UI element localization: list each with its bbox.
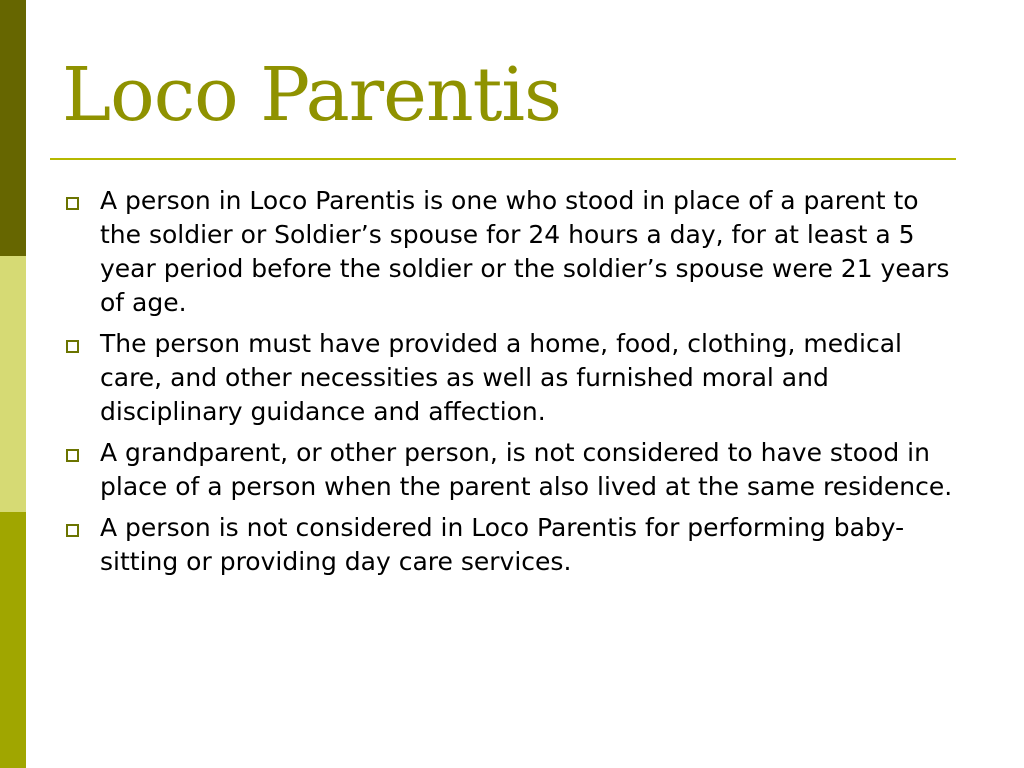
hollow-square-icon — [66, 524, 79, 537]
bullet-item — [62, 511, 962, 579]
bullet-list — [62, 184, 962, 586]
bullet-item — [62, 436, 962, 504]
slide-title: Loco Parentis — [62, 52, 562, 138]
title-divider — [50, 158, 956, 160]
sidebar-segment-bottom — [0, 512, 26, 768]
bullet-text: The person must have provided a home, food, clothing, medical care, and other necessities as well as furnished moral and disciplinary guidance and affection. — [100, 329, 902, 426]
hollow-square-icon — [66, 197, 79, 210]
hollow-square-icon — [66, 449, 79, 462]
bullet-text: A grandparent, or other person, is not considered to have stood in place of a person when the parent also lived at the same residence. — [100, 438, 953, 501]
hollow-square-icon — [66, 340, 79, 353]
bullet-text: A person in Loco Parentis is one who stood in place of a parent to the soldier or Soldier’s spouse for 24 hours a day, for at least a 5 year period before the soldier or the soldier’s spouse were 21 years of age. — [100, 186, 950, 317]
sidebar-segment-top — [0, 0, 26, 256]
bullet-item — [62, 184, 962, 320]
sidebar-color-bar — [0, 0, 26, 768]
sidebar-segment-middle — [0, 256, 26, 512]
bullet-item — [62, 327, 962, 429]
bullet-text: A person is not considered in Loco Parentis for performing baby-sitting or providing day care services. — [100, 513, 905, 576]
